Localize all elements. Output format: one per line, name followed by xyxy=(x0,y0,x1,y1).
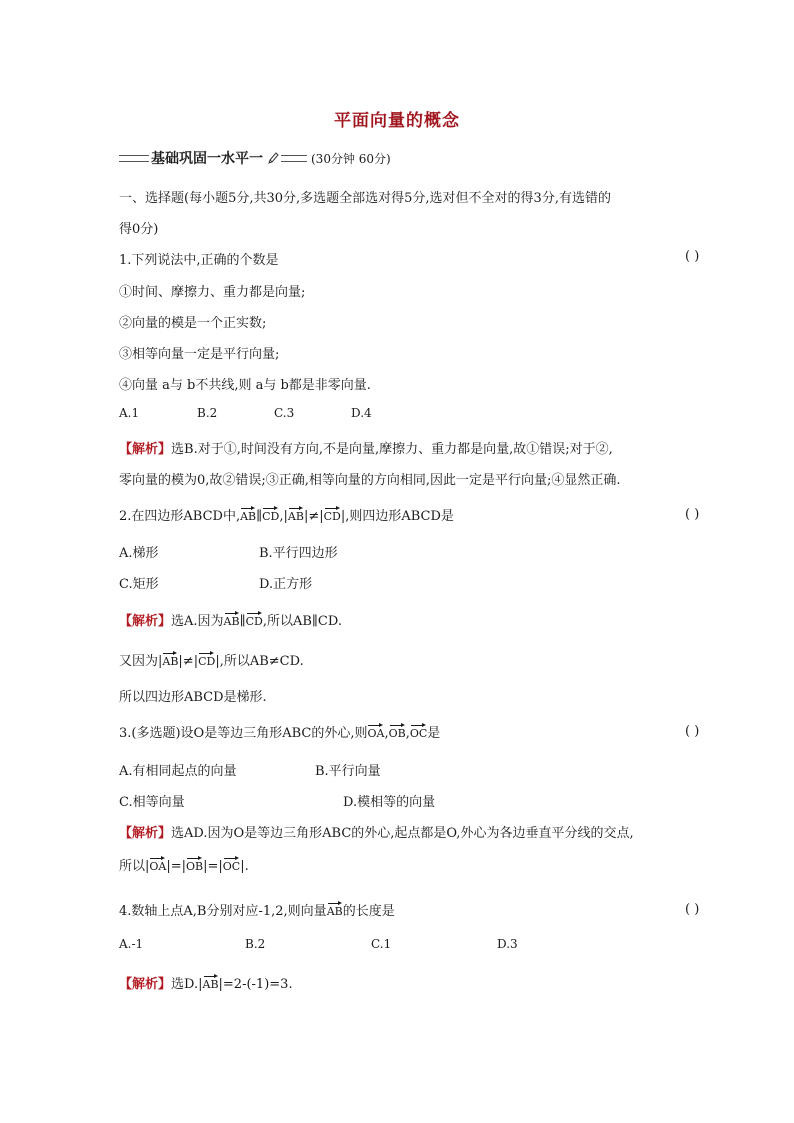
part-heading-cont: 得0分) xyxy=(119,222,159,237)
page-title: 平面向量的概念 xyxy=(334,111,460,131)
analysis-text: 又因为| xyxy=(119,654,163,669)
option-b: B.2 xyxy=(197,406,218,420)
option-c: C.相等向量 xyxy=(119,795,185,810)
stem-text: 3.(多选题)设O是等边三角形ABC的外心,则 xyxy=(119,726,368,741)
answer-paren: ( ) xyxy=(685,902,700,917)
vector-oa: OA xyxy=(367,723,384,740)
answer-paren: ( ) xyxy=(685,249,700,264)
option-c: C.矩形 xyxy=(119,577,159,592)
analysis-text: 选AD.因为O是等边三角形ABC的外心,起点都是O,外心为各边垂直平分线的交点, xyxy=(171,826,634,841)
equals: |=| xyxy=(203,859,223,874)
analysis-tag: 【解析】 xyxy=(119,442,172,457)
q3-analysis-line2 xyxy=(119,855,249,874)
analysis-text: |=2-(-1)=3. xyxy=(218,977,293,992)
analysis-text: 选A.因为 xyxy=(171,614,224,629)
q2-analysis-line2 xyxy=(119,650,304,669)
vector-cd: CD xyxy=(262,506,279,523)
option-d: D.4 xyxy=(351,406,372,420)
option-c: C.3 xyxy=(274,406,295,420)
option-d: D.正方形 xyxy=(259,577,313,592)
stem-text: 的长度是 xyxy=(342,904,395,919)
option-a: A.梯形 xyxy=(119,546,159,561)
analysis-text: ,所以AB∥CD. xyxy=(262,614,342,629)
q1-statement-2: ②向量的模是一个正实数; xyxy=(119,316,267,331)
vector-cd: CD xyxy=(246,611,263,628)
option-a: A.有相同起点的向量 xyxy=(119,764,237,779)
option-d: D.3 xyxy=(497,937,518,951)
q1-analysis-cont: 零向量的模为0,故②错误;③正确,相等向量的方向相同,因此一定是平行向量;④显然正确. xyxy=(119,473,621,488)
neq-symbol: |≠| xyxy=(303,509,324,524)
vector-cd: CD xyxy=(198,651,215,668)
option-b: B.2 xyxy=(245,937,266,951)
parallel-symbol: ∥ xyxy=(239,614,246,629)
equals: |=| xyxy=(166,859,187,874)
answer-paren: ( ) xyxy=(685,507,700,522)
analysis-text: |. xyxy=(240,859,249,874)
option-a: A.-1 xyxy=(119,937,144,951)
stem-text: 是 xyxy=(427,726,441,741)
q1-statement-3: ③相等向量一定是平行向量; xyxy=(119,347,280,362)
question-1-stem: 1.下列说法中,正确的个数是 xyxy=(119,253,279,268)
question-3-stem xyxy=(119,722,440,741)
q4-analysis xyxy=(119,973,293,992)
q1-statement-4: ④向量 a与 b不共线,则 a与 b都是非零向量. xyxy=(119,378,371,393)
analysis-text: 所以| xyxy=(119,859,150,874)
option-a: A.1 xyxy=(119,406,140,420)
vector-ab: AB xyxy=(162,651,178,668)
vector-cd: CD xyxy=(324,506,341,523)
neq-symbol: |≠| xyxy=(178,654,199,669)
option-b: B.平行向量 xyxy=(315,764,381,779)
q1-statement-1: ①时间、摩擦力、重力都是向量; xyxy=(119,285,306,300)
question-4-stem xyxy=(119,900,395,919)
section-bar xyxy=(119,148,391,168)
section-title: 基础巩固一水平一 xyxy=(151,151,263,167)
analysis-text: 选D.| xyxy=(171,977,203,992)
vector-oc: OC xyxy=(223,856,240,873)
part-heading: 一、选择题(每小题5分,共30分,多选题全部选对得5分,选对但不全对的得3分,有选错的 xyxy=(119,191,611,206)
analysis-text: |,所以AB≠CD. xyxy=(215,654,304,669)
comma: , xyxy=(405,726,410,741)
divider xyxy=(119,155,149,162)
option-d: D.模相等的向量 xyxy=(343,795,436,810)
vector-ab: AB xyxy=(327,901,343,918)
q3-analysis xyxy=(119,822,634,841)
divider xyxy=(281,155,307,162)
vector-oc: OC xyxy=(410,723,427,740)
analysis-tag: 【解析】 xyxy=(119,977,172,992)
pencil-icon xyxy=(266,151,280,165)
vector-ab: AB xyxy=(240,506,256,523)
option-c: C.1 xyxy=(371,937,392,951)
vector-ob: OB xyxy=(389,723,406,740)
parallel-symbol: ∥ xyxy=(256,509,263,524)
vector-ab: AB xyxy=(288,506,304,523)
vector-ob: OB xyxy=(186,856,203,873)
q2-analysis xyxy=(119,610,342,629)
vector-ab: AB xyxy=(203,974,219,991)
q2-analysis-line3: 所以四边形ABCD是梯形. xyxy=(119,690,267,705)
section-info: (30分钟 60分) xyxy=(311,151,391,166)
option-b: B.平行四边形 xyxy=(259,546,338,561)
analysis-tag: 【解析】 xyxy=(119,614,172,629)
stem-text: |,则四边形ABCD是 xyxy=(340,509,454,524)
stem-text: 2.在四边形ABCD中, xyxy=(119,509,241,524)
stem-text: 4.数轴上点A,B分别对应-1,2,则向量 xyxy=(119,904,327,919)
comma: , xyxy=(384,726,389,741)
stem-text: ,| xyxy=(279,509,288,524)
vector-oa: OA xyxy=(149,856,166,873)
q1-analysis xyxy=(119,438,613,457)
analysis-text: 选B.对于①,时间没有方向,不是向量,摩擦力、重力都是向量,故①错误;对于②, xyxy=(171,442,613,457)
analysis-tag: 【解析】 xyxy=(119,826,172,841)
question-2-stem xyxy=(119,505,454,524)
answer-paren: ( ) xyxy=(685,724,700,739)
vector-ab: AB xyxy=(224,611,240,628)
